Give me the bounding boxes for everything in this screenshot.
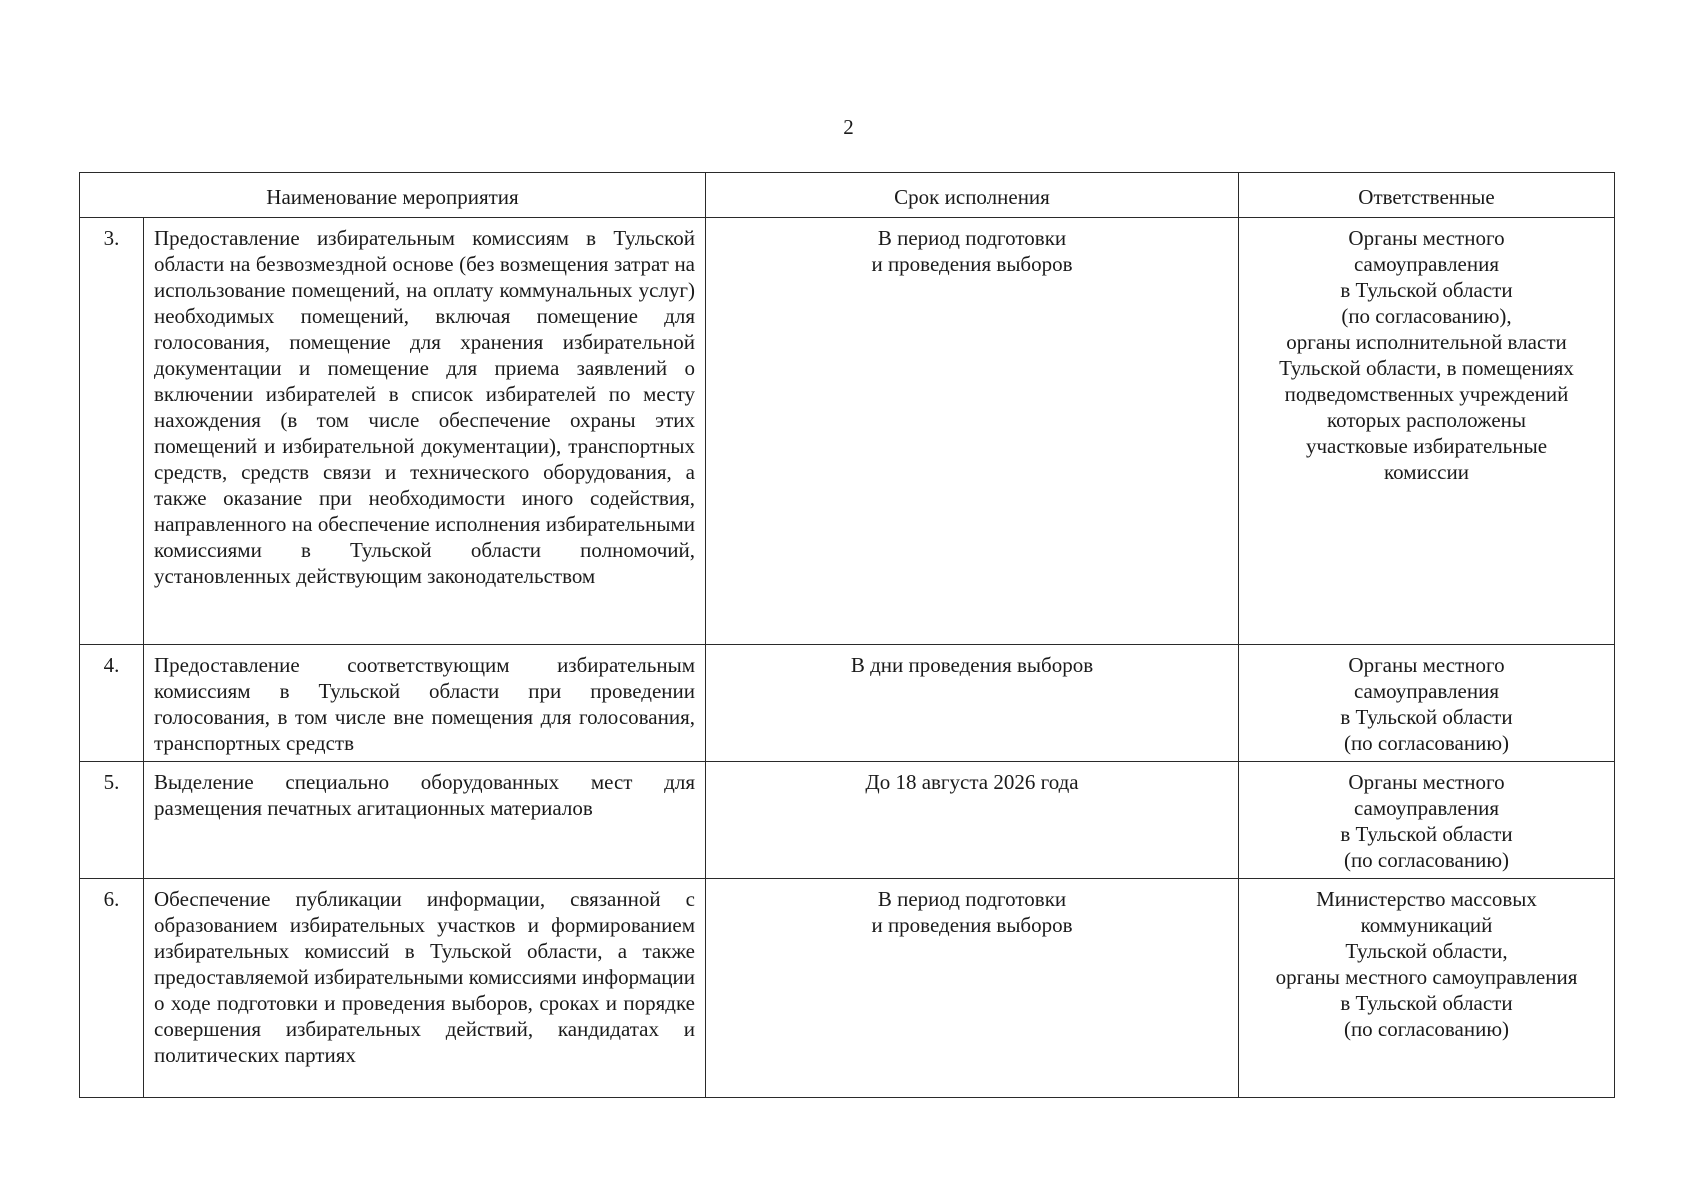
responsible-cell [1239,762,1615,879]
responsible-line: в Тульской области [1340,278,1513,302]
responsible-line: в Тульской области [1340,822,1513,846]
page-number: 2 [843,115,854,139]
header-activity: Наименование мероприятия [80,173,706,218]
responsible-line: коммуникаций [1360,913,1493,937]
responsible-cell [1239,645,1615,762]
responsible-line: самоуправления [1353,796,1500,820]
header-responsible: Ответственные [1239,173,1615,218]
deadline-line: До 18 августа 2026 года [865,770,1079,794]
deadline-line: и проведения выборов [871,252,1073,276]
responsible-line: Министерство массовых [1316,887,1537,911]
responsible-line: (по согласованию) [1343,1017,1510,1041]
row-number: 5. [80,762,144,879]
row-number: 3. [80,218,144,645]
responsible-line: комиссии [1384,460,1469,484]
table-row [80,218,1615,645]
responsible-line: (по согласованию) [1343,731,1510,755]
deadline-cell [706,218,1239,645]
activity-cell: Обеспечение публикации информации, связанной с образованием избирательных участков и формированием избирательных комиссий в Тульской области, а также предоставляемой избирательными комиссиями информации о ходе подготовки и проведения выборов, сроках и порядке совершения избирательных действий, кандидатах и политических партиях [144,879,706,1098]
row-number: 4. [80,645,144,762]
activity-cell: Предоставление соответствующим избирательным комиссиям в Тульской области при проведении голосования, в том числе вне помещения для голосования, транспортных средств [144,645,706,762]
responsible-line: Органы местного [1348,770,1505,794]
deadline-cell [706,879,1239,1098]
responsible-line: (по согласованию) [1343,848,1510,872]
responsible-line: Тульской области, [1345,939,1508,963]
activity-cell: Выделение специально оборудованных мест для размещения печатных агитационных материалов [144,762,706,879]
table-row [80,879,1615,1098]
responsible-line: Тульской области, в помещениях [1279,356,1574,380]
responsible-cell [1239,218,1615,645]
responsible-line: в Тульской области [1340,705,1513,729]
responsible-line: самоуправления [1353,252,1500,276]
responsible-line: подведомственных учреждений [1284,382,1569,406]
header-deadline: Срок исполнения [706,173,1239,218]
responsible-line: которых расположены [1326,408,1527,432]
deadline-line: В период подготовки [877,226,1067,250]
row-number: 6. [80,879,144,1098]
responsible-cell [1239,879,1615,1098]
responsible-line: Органы местного [1348,653,1505,677]
responsible-line: Органы местного [1348,226,1505,250]
deadline-line: В период подготовки [877,887,1067,911]
deadline-line: В дни проведения выборов [850,653,1094,677]
activity-cell: Предоставление избирательным комиссиям в Тульской области на безвозмездной основе (без возмещения затрат на использование помещений, на оплату коммунальных услуг) необходимых помещений, включая помещение для голосования, помещение для хранения избирательной документации и помещение для приема заявлений о включении избирателей в список избирателей по месту нахождения (в том числе обеспечение охраны этих помещений и избирательной документации), транспортных средств, средств связи и технического оборудования, а также оказание при необходимости иного содействия, направленного на обеспечение исполнения избирательными комиссиями в Тульской области полномочий, установленных действующим законодательством [144,218,706,645]
deadline-cell [706,645,1239,762]
responsible-line: самоуправления [1353,679,1500,703]
table-row [80,762,1615,879]
events-table [79,172,1615,1098]
responsible-line: (по согласованию), [1341,304,1512,328]
responsible-line: органы местного самоуправления [1275,965,1578,989]
responsible-line: органы исполнительной власти [1286,330,1567,354]
table-header-row [80,173,1615,218]
deadline-cell [706,762,1239,879]
deadline-line: и проведения выборов [871,913,1073,937]
responsible-line: в Тульской области [1340,991,1513,1015]
table-row [80,645,1615,762]
responsible-line: участковые избирательные [1305,434,1548,458]
